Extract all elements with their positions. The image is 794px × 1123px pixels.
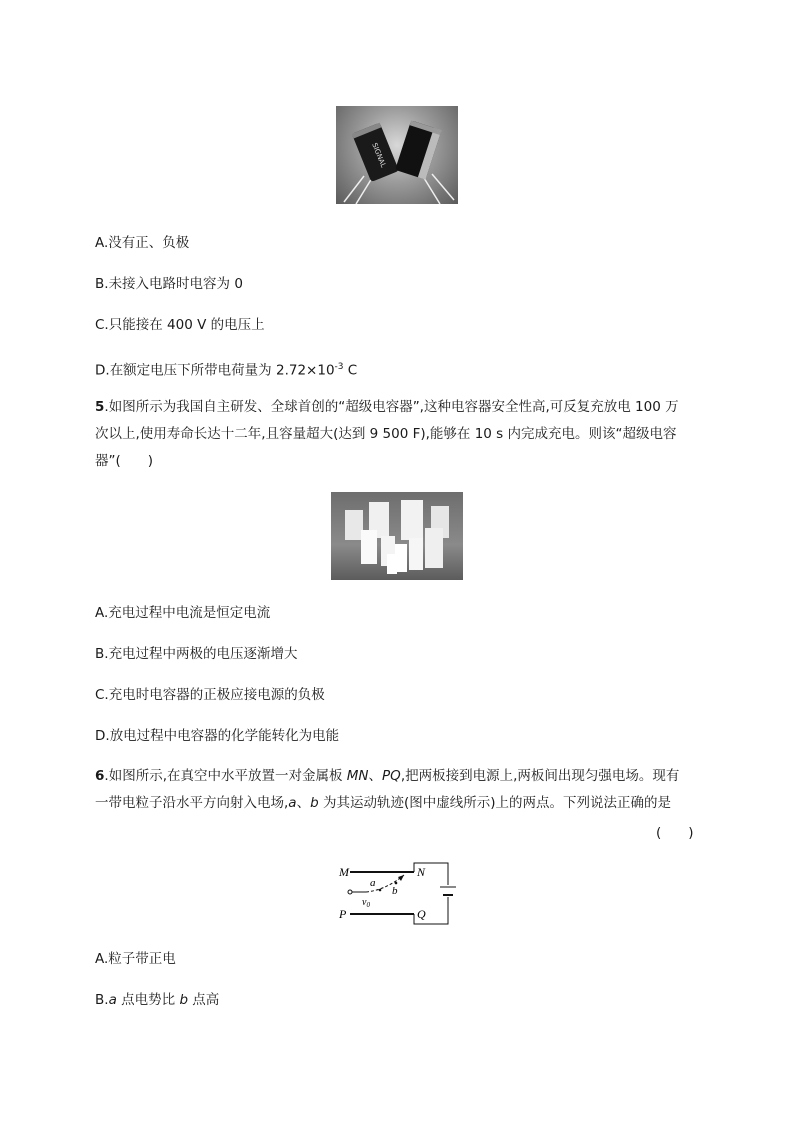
option-text: 粒子带正电 xyxy=(108,951,176,967)
q6-stem-line-1 xyxy=(95,766,679,786)
label-v0 xyxy=(362,897,370,909)
stem-text: ,把两板接到电源上,两板间出现匀强电场。现有 xyxy=(400,768,680,784)
option-text: 充电时电容器的正极应接电源的负极 xyxy=(108,687,325,703)
option-letter: A. xyxy=(95,235,109,251)
arrow-head xyxy=(398,875,404,881)
plate-pq-label: PQ xyxy=(382,768,401,784)
option-text: 充电过程中两极的电压逐渐增大 xyxy=(108,646,298,662)
label-q: Q xyxy=(417,907,426,921)
point-b-label: b xyxy=(179,992,189,1008)
option-text: 没有正、负极 xyxy=(108,235,190,251)
option-text: 只能接在 400 V 的电压上 xyxy=(108,317,265,333)
option-letter: C. xyxy=(95,687,109,703)
q5-stem-line-2: 次以上,使用寿命长达十二年,且容量超大(达到 9 500 F),能够在 10 s 内完成充电。则该“超级电容 xyxy=(95,426,677,442)
stem-text: .如图所示,在真空中水平放置一对金属板 xyxy=(104,768,347,784)
label-n: N xyxy=(417,865,426,879)
point-a-label: a xyxy=(288,795,297,811)
option-letter: B. xyxy=(95,646,109,662)
super-capacitor-photo xyxy=(331,492,463,580)
q4-option-d xyxy=(95,357,357,381)
velocity-subscript: 0 xyxy=(366,901,370,909)
label-m: M xyxy=(339,865,349,879)
separator: 、 xyxy=(296,795,311,811)
q5-option-d xyxy=(95,726,339,746)
stem-text: 为其运动轨迹(图中虚线所示)上的两点。下列说法正确的是 xyxy=(318,795,671,811)
q6-option-a xyxy=(95,949,176,969)
stem-text: .如图所示为我国自主研发、全球首创的“超级电容器”,这种电容器安全性高,可反复充放电 100 万 xyxy=(104,399,679,415)
label-a: a xyxy=(370,877,376,889)
q6-option-b xyxy=(95,990,219,1010)
q5-option-c xyxy=(95,685,325,705)
exponent: -3 xyxy=(334,362,344,372)
option-letter: A. xyxy=(95,951,109,967)
q4-option-b xyxy=(95,274,243,294)
option-text: 未接入电路时电容为 0 xyxy=(108,276,243,292)
velocity-symbol: v xyxy=(362,897,367,908)
option-letter: D. xyxy=(95,728,110,744)
option-text: 充电过程中电流是恒定电流 xyxy=(108,605,271,621)
option-letter: B. xyxy=(95,992,109,1008)
option-letter: D. xyxy=(95,362,110,379)
q5-stem-line-1 xyxy=(95,397,679,417)
point-b-label: b xyxy=(310,795,319,811)
capacitor-photo xyxy=(336,106,458,204)
question-number: 6 xyxy=(95,768,105,784)
super-capacitor-illustration xyxy=(331,492,463,580)
question-number: 5 xyxy=(95,399,105,415)
option-text: 放电过程中电容器的化学能转化为电能 xyxy=(109,728,340,744)
stem-text: 一带电粒子沿水平方向射入电场, xyxy=(95,795,289,811)
option-text: 在额定电压下所带电荷量为 2.72×10 xyxy=(109,362,335,379)
entry-point xyxy=(348,890,352,894)
q4-option-a xyxy=(95,233,189,253)
q4-option-c xyxy=(95,315,265,335)
point-b xyxy=(395,882,398,885)
answer-bracket: ( ) xyxy=(656,825,694,841)
capacitor-illustration xyxy=(336,106,458,204)
option-letter: C. xyxy=(95,317,109,333)
option-text: 点电势比 xyxy=(116,992,180,1008)
q5-option-a xyxy=(95,603,270,623)
point-a xyxy=(379,889,382,892)
separator: 、 xyxy=(368,768,383,784)
option-letter: B. xyxy=(95,276,109,292)
q5-stem-line-3: 器”( ) xyxy=(95,453,154,469)
svg-text:SIGNAL: SIGNAL xyxy=(370,141,388,169)
plate-mn-label: MN xyxy=(346,768,369,784)
q5-option-b xyxy=(95,644,298,664)
parallel-plate-diagram xyxy=(330,855,460,935)
label-p: P xyxy=(339,907,347,921)
option-unit: C xyxy=(343,362,358,379)
q6-stem-line-2 xyxy=(95,793,671,813)
option-text: 点高 xyxy=(188,992,220,1008)
label-b: b xyxy=(392,885,398,897)
point-a-label: a xyxy=(108,992,117,1008)
option-letter: A. xyxy=(95,605,109,621)
